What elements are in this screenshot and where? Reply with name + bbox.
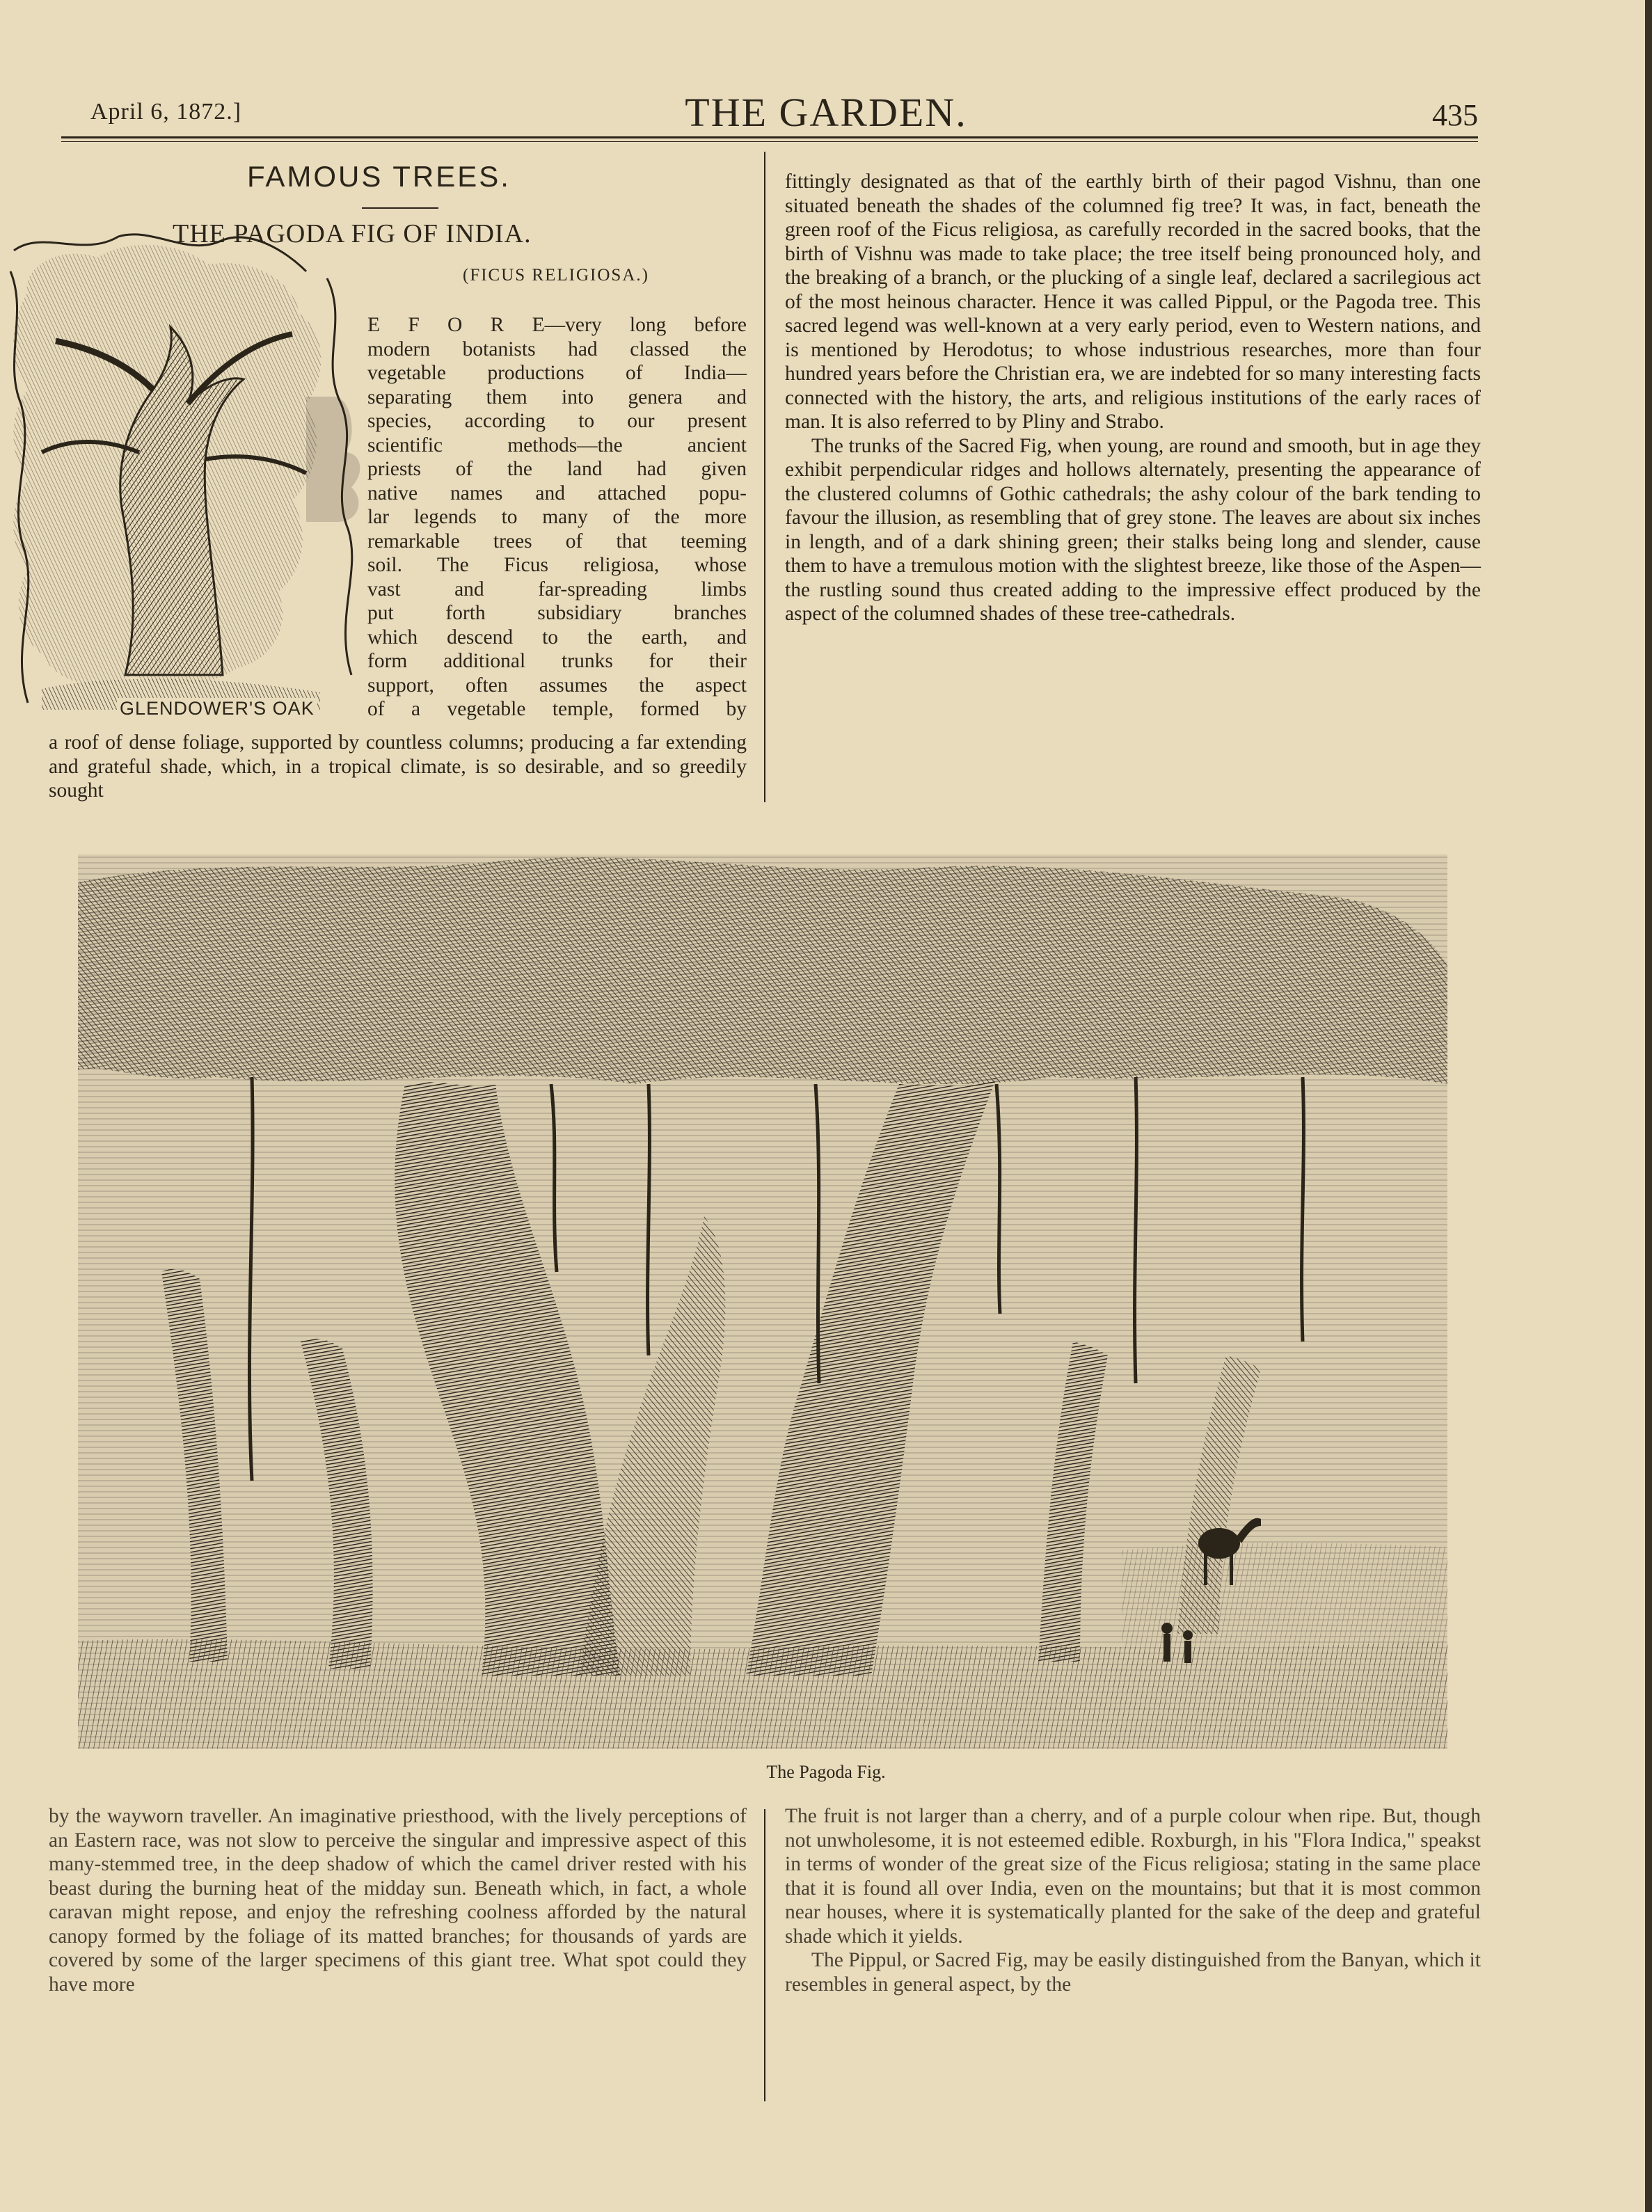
page-edge [1645,0,1652,2212]
figure-caption: The Pagoda Fig. [766,1762,886,1782]
intro-line: native names and attached popu- [367,482,747,504]
intro-line: which descend to the earth, and [367,626,747,649]
paragraph: The fruit is not larger than a cherry, and of a purple colour when ripe. But, though not unwholesome, it is not esteemed edible. Roxburgh, in his "Flora Indica," speakst in terms of wonder of the great size of the Ficus religiosa; stating in the same place that it is found all over India, even on the mountains; but that it is most common near houses, where it is systematically planted for the sake of the deep and grateful shade which it yields. [785,1805,1481,1948]
paragraph: by the wayworn traveller. An imaginative priesthood, with the lively perceptions of an Eastern race, was not slow to perceive the singular and impressive aspect of this many-stemmed tree, in the deep shadow of which the camel driver rested with his beast during the burning heat of the midday sun. Beneath which, in fact, a whole caravan might repose, and enjoy the refreshing coolness afforded by the natural canopy formed by the foliage of its matted branches; for thousands of yards are covered by some of the larger specimens of this giant tree. What spot could they have more [49,1805,747,1996]
paragraph: fittingly designated as that of the earthly birth of their pagod Vishnu, than one situated beneath the shades of the columned fig tree? It was, in fact, beneath the green roof of the Ficus religiosa, as carefully recorded in the sacred books, that the birth of Vishnu was made to take place; the tree itself being pronounced holy, and the breaking of a branch, or the plucking of a single leaf, declared a sacrilegious act of the most heinous character. Hence it was called Pippul, or the Pagoda tree. This sacred legend was well-known at a very early period, even to Western nations, and is mentioned by Herodotus; to whose industrious researches, more than four hundred years before the Christian era, we are indebted for so many interesting facts connected with the history, the arts, and religious institutions of the early races of man. It is also referred to by Pliny and Strabo. [785,170,1481,433]
column-divider-bottom [764,1809,765,2101]
title-rule [362,207,438,209]
intro-line: support, often assumes the aspect [367,674,747,697]
page-number: 435 [1432,98,1478,132]
intro-line: form additional trunks for their [367,650,747,672]
header-rule-thick [61,136,1478,138]
intro-line: of a vegetable temple, formed by [367,698,747,720]
right-column-top [785,170,1481,626]
intro-line: vast and far-spreading limbs [367,578,747,600]
intro-line: scientific methods—the ancient [367,433,747,456]
pagoda-fig-engraving [78,854,1447,1749]
intro-line: E F O R E—very long before [367,314,747,336]
paragraph: The Pippul, or Sacred Fig, may be easily distinguished from the Banyan, which it resembles in general aspect, by the [785,1949,1481,1996]
left-column-continuation [49,731,747,803]
ornamental-initial-oak-illustration [0,230,376,731]
column-divider-top [764,152,765,802]
intro-line: soil. The Ficus religiosa, whose [367,554,747,576]
intro-line: remarkable trees of that teeming [367,530,747,552]
paragraph: The trunks of the Sacred Fig, when young, are round and smooth, but in age they exhibit perpendicular ridges and hollows alternately, presenting the appearance of the clustered columns of Gothic cathedrals; the ashy colour of the bark tending to favour the illusion, as resembling that of grey stone. The leaves are about six inches in length, and of a dark shining green; their stalks being long and slender, cause them to have a tremulous motion with the slightest breeze, like those of the Aspen—the rustling sound thus created adding to the impressive effect produced by the aspect of the columned shades of these tree-cathedrals. [785,434,1481,625]
latin-name: (FICUS RELIGIOSA.) [463,266,649,285]
section-title: FAMOUS TREES. [247,160,511,193]
intro-line: species, according to our present [367,410,747,432]
left-column-bottom [49,1804,747,1996]
intro-line: modern botanists had classed the [367,337,747,360]
intro-line: lar legends to many of the more [367,506,747,528]
ornament-caption: GLENDOWER'S OAK [117,698,317,719]
intro-line: vegetable productions of India— [367,362,747,384]
issue-date: April 6, 1872.] [90,99,242,125]
header-rule-thin [61,141,1478,142]
paragraph: a roof of dense foliage, supported by countless columns; producing a far extending and grateful shade, which, in a tropical climate, is so desirable, and so greedily sought [49,731,747,802]
article-title: THE PAGODA FIG OF INDIA. [173,219,532,248]
intro-line: put forth subsidiary branches [367,602,747,624]
intro-line: separating them into genera and [367,385,747,408]
publication-title: THE GARDEN. [685,90,967,135]
intro-line: priests of the land had given [367,458,747,480]
left-column-intro [367,313,747,722]
right-column-bottom [785,1804,1481,1996]
